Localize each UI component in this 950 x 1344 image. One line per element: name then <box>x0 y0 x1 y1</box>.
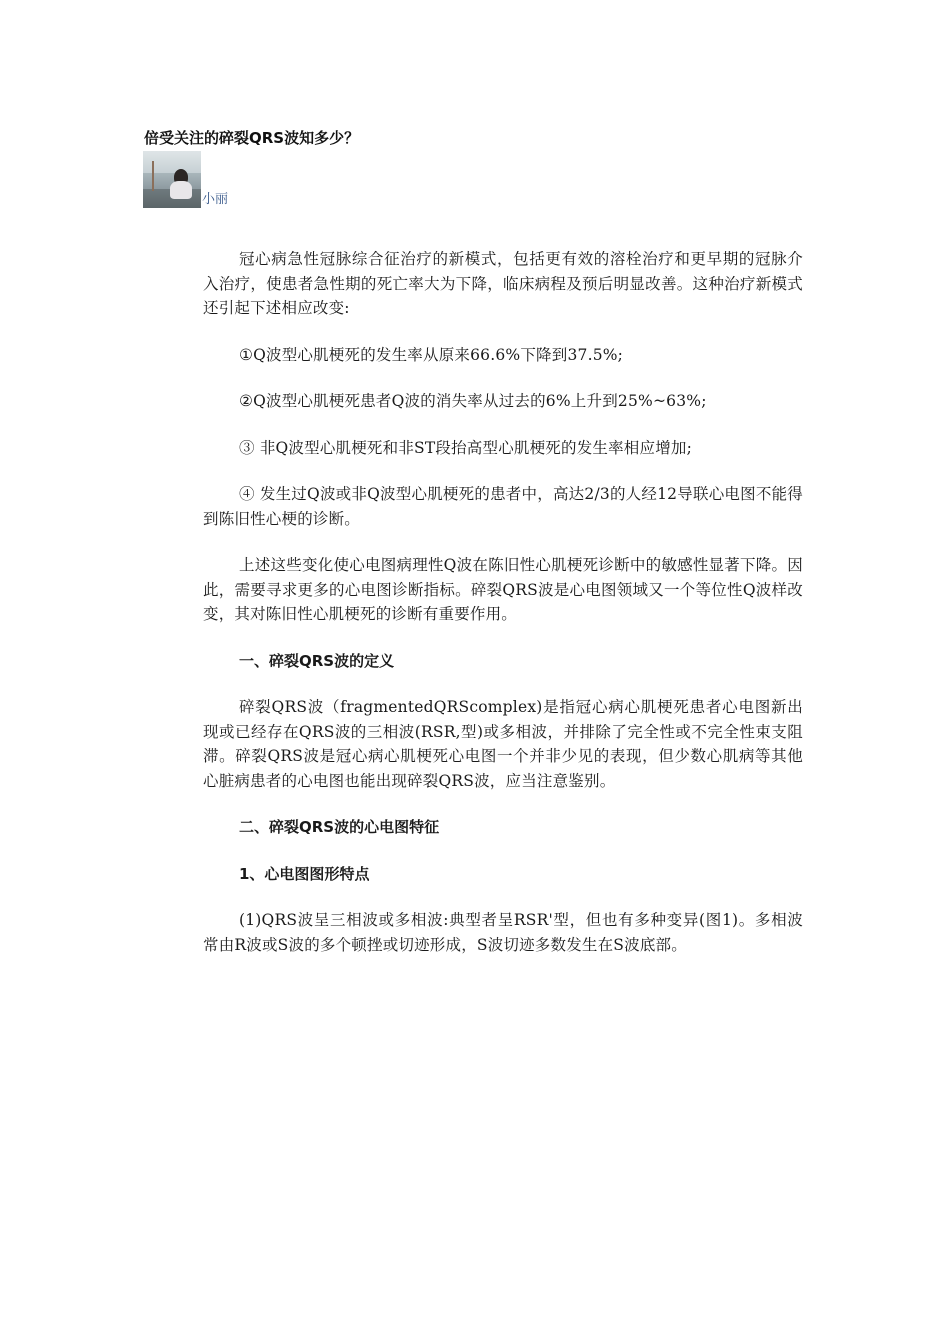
page-title: 倍受关注的碎裂QRS波知多少？ <box>144 129 360 147</box>
paragraph-morphology: (1)QRS波呈三相波或多相波:典型者呈RSR'型，但也有多种变异(图1)。多相波常由R波或S波的多个顿挫或切迹形成，S波切迹多数发生在S波底部。 <box>203 911 803 954</box>
paragraph-summary: 上述这些变化使心电图病理性Q波在陈旧性心肌梗死诊断中的敏感性显著下降。因此，需要寻求更多的心电图诊断指标。碎裂QRS波是心电图领域又一个等位性Q波样改变，其对陈旧性心肌梗死的诊断有重要作用。 <box>203 556 803 623</box>
paragraph-definition: 碎裂QRS波（fragmentedQRScomplex)是指冠心病心肌梗死患者心电图新出现或已经存在QRS波的三相波(RSR,型)或多相波，并排除了完全性或不完全性束支阻滞。碎裂QRS波是冠心病心肌梗死心电图一个并非少见的表现，但少数心肌病等其他心脏病患者的心电图也能出现碎裂QRS波，应当注意鉴别。 <box>203 698 803 790</box>
subsection-heading-morphology: 1、心电图图形特点 <box>239 864 370 883</box>
paragraph-item-1: ①Q波型心肌梗死的发生率从原来66.6%下降到37.5%; <box>239 345 624 364</box>
paragraph-item-4: ④ 发生过Q波或非Q波型心肌梗死的患者中，高达2/3的人经12导联心电图不能得到陈旧性心梗的诊断。 <box>203 485 803 528</box>
paragraph-intro: 冠心病急性冠脉综合征治疗的新模式，包括更有效的溶栓治疗和更早期的冠脉介入治疗，使患者急性期的死亡率大为下降，临床病程及预后明显改善。这种治疗新模式还引起下述相应改变: <box>203 250 803 317</box>
section-heading-features: 二、碎裂QRS波的心电图特征 <box>239 818 440 836</box>
avatar-photo-icon[interactable] <box>143 151 201 208</box>
article-body <box>203 247 803 979</box>
paragraph-item-3: ③ 非Q波型心肌梗死和非ST段抬高型心肌梗死的发生率相应增加; <box>239 438 693 457</box>
author-name-link[interactable]: 小丽 <box>202 192 229 207</box>
author-block <box>143 150 228 208</box>
paragraph-item-2: ②Q波型心肌梗死患者Q波的消失率从过去的6%上升到25%~63%; <box>239 392 707 410</box>
section-heading-definition: 一、碎裂QRS波的定义 <box>239 651 395 670</box>
